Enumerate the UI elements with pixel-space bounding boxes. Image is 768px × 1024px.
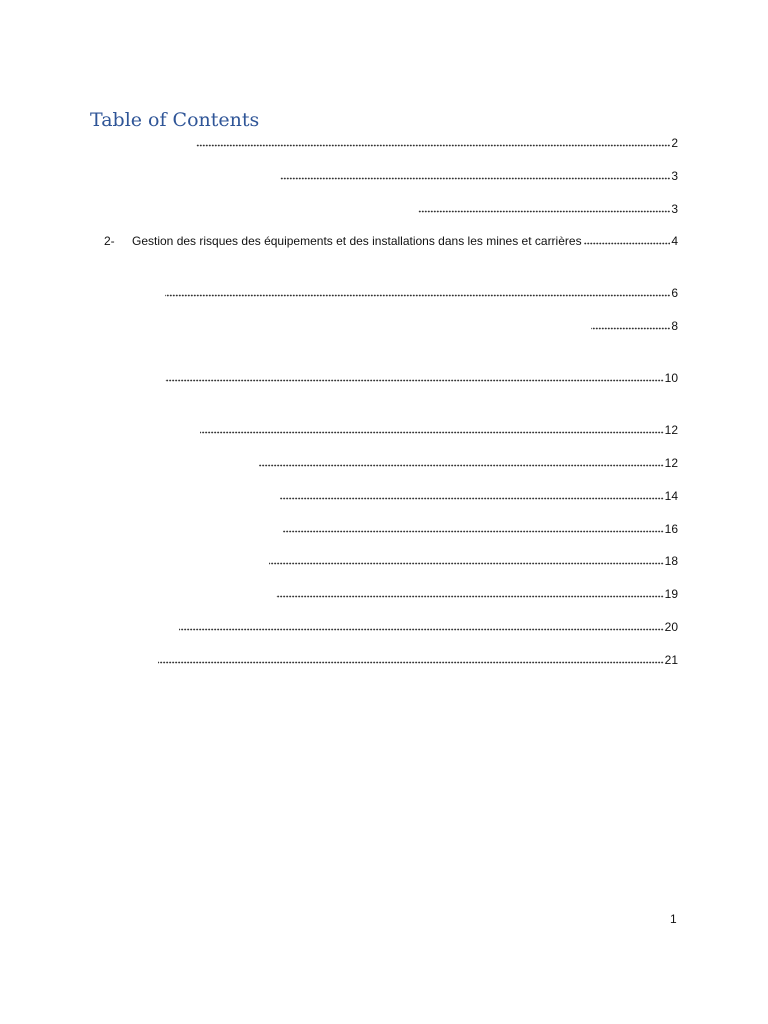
dot-leader — [280, 497, 664, 500]
toc-entry[interactable] — [418, 201, 678, 217]
toc-entry-page: 10 — [664, 371, 678, 385]
dot-leader — [591, 327, 670, 330]
dot-leader — [418, 210, 670, 213]
toc-entry-page: 3 — [671, 202, 678, 216]
dot-leader — [179, 628, 664, 631]
toc-entry-page: 2 — [671, 136, 678, 150]
toc-entry[interactable] — [259, 455, 678, 471]
toc-entry-page: 21 — [664, 653, 678, 667]
dot-leader — [165, 379, 664, 382]
dot-leader — [283, 530, 664, 533]
toc-entry[interactable] — [104, 233, 678, 249]
toc-entry[interactable] — [165, 370, 678, 386]
toc-entry[interactable] — [269, 553, 678, 569]
toc-entry-page: 18 — [664, 554, 678, 568]
toc-entry-page: 4 — [671, 234, 678, 248]
dot-leader — [196, 144, 670, 147]
toc-entry[interactable] — [196, 135, 678, 151]
toc-entry-number: 2- — [104, 234, 115, 248]
toc-title: Table of Contents — [90, 109, 260, 131]
toc-entry-page: 19 — [664, 587, 678, 601]
toc-entry-label: Gestion des risques des équipements et des installations dans les mines et carrières — [132, 234, 582, 248]
toc-entry[interactable] — [158, 652, 678, 668]
toc-entry[interactable] — [280, 488, 678, 504]
toc-entry-page: 14 — [664, 489, 678, 503]
dot-leader — [276, 595, 664, 598]
toc-entry-page: 20 — [664, 620, 678, 634]
page-number: 1 — [670, 912, 677, 926]
toc-entry[interactable] — [280, 168, 678, 184]
toc-entry[interactable] — [276, 586, 678, 602]
dot-leader — [584, 242, 671, 245]
dot-leader — [269, 562, 664, 565]
toc-entry-page: 3 — [671, 169, 678, 183]
toc-entry[interactable] — [200, 422, 678, 438]
toc-entry-page: 12 — [664, 423, 678, 437]
toc-entry-page: 8 — [671, 319, 678, 333]
toc-entry[interactable] — [165, 285, 678, 301]
toc-entry[interactable] — [591, 318, 678, 334]
dot-leader — [158, 661, 664, 664]
toc-entry-page: 12 — [664, 456, 678, 470]
dot-leader — [200, 431, 664, 434]
toc-entry[interactable] — [283, 521, 678, 537]
dot-leader — [259, 464, 664, 467]
toc-entry-page: 16 — [664, 522, 678, 536]
toc-entry[interactable] — [179, 619, 678, 635]
toc-entry-page: 6 — [671, 286, 678, 300]
dot-leader — [280, 177, 670, 180]
dot-leader — [165, 294, 670, 297]
